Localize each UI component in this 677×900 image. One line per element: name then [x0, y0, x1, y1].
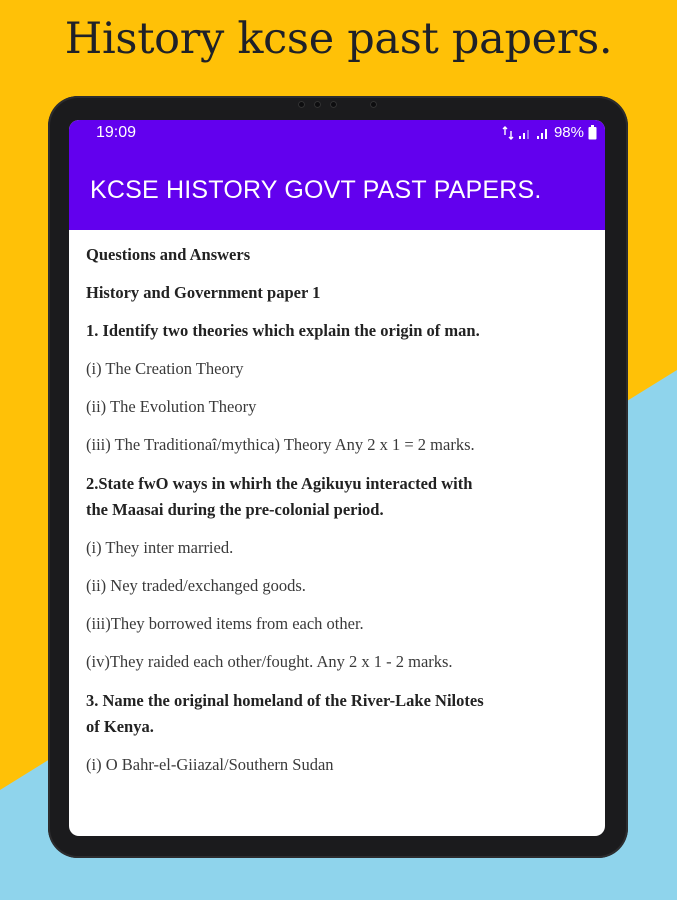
question-2-line-1: 2.State fwO ways in whirh the Agikuyu interacted with — [86, 474, 473, 493]
camera-dot — [330, 101, 337, 108]
tablet-frame — [48, 96, 628, 858]
answer-item: (iii) The Traditionaȋ/mythica) Theory Any 2 x 1 = 2 marks. — [86, 435, 475, 454]
answer-item: (iv)They raided each other/fought. Any 2 x 1 - 2 marks. — [86, 652, 453, 671]
question-3-line-1: 3. Name the original homeland of the River-Lake Nilotes — [86, 691, 484, 710]
data-icon — [502, 126, 514, 140]
answer-item: (ii) Ney traded/exchanged goods. — [86, 576, 306, 595]
answer-item: (iii)They borrowed items from each other. — [86, 614, 364, 633]
status-time: 19:09 — [96, 124, 137, 141]
answer-item: (i) They inter married. — [86, 538, 234, 557]
question-3-line-2: of Kenya. — [86, 717, 154, 736]
camera-dot — [314, 101, 321, 108]
app-title: KCSE HISTORY GOVT PAST PAPERS. — [90, 176, 542, 204]
signal-icon — [518, 126, 532, 140]
battery-percent: 98% — [553, 124, 584, 141]
signal-icon — [536, 126, 550, 140]
section-heading: Questions and Answers — [86, 245, 251, 264]
answer-item: (ii) The Evolution Theory — [86, 397, 257, 416]
answer-item: (i) O Bahr-el-Giiazal/Southern Sudan — [86, 755, 334, 774]
paper-title: History and Government paper 1 — [86, 283, 321, 302]
app-bar — [69, 150, 605, 230]
device-screen — [69, 120, 605, 836]
camera-dot — [370, 101, 377, 108]
battery-icon — [588, 125, 597, 140]
promo-headline: History kcse past papers. — [64, 14, 613, 64]
camera-dot — [298, 101, 305, 108]
status-icons — [502, 124, 597, 141]
answer-item: (i) The Creation Theory — [86, 359, 244, 378]
question-1: 1. Identify two theories which explain the origin of man. — [86, 321, 480, 340]
question-2-line-2: the Maasai during the pre-colonial period. — [86, 500, 384, 519]
status-bar — [69, 120, 605, 150]
